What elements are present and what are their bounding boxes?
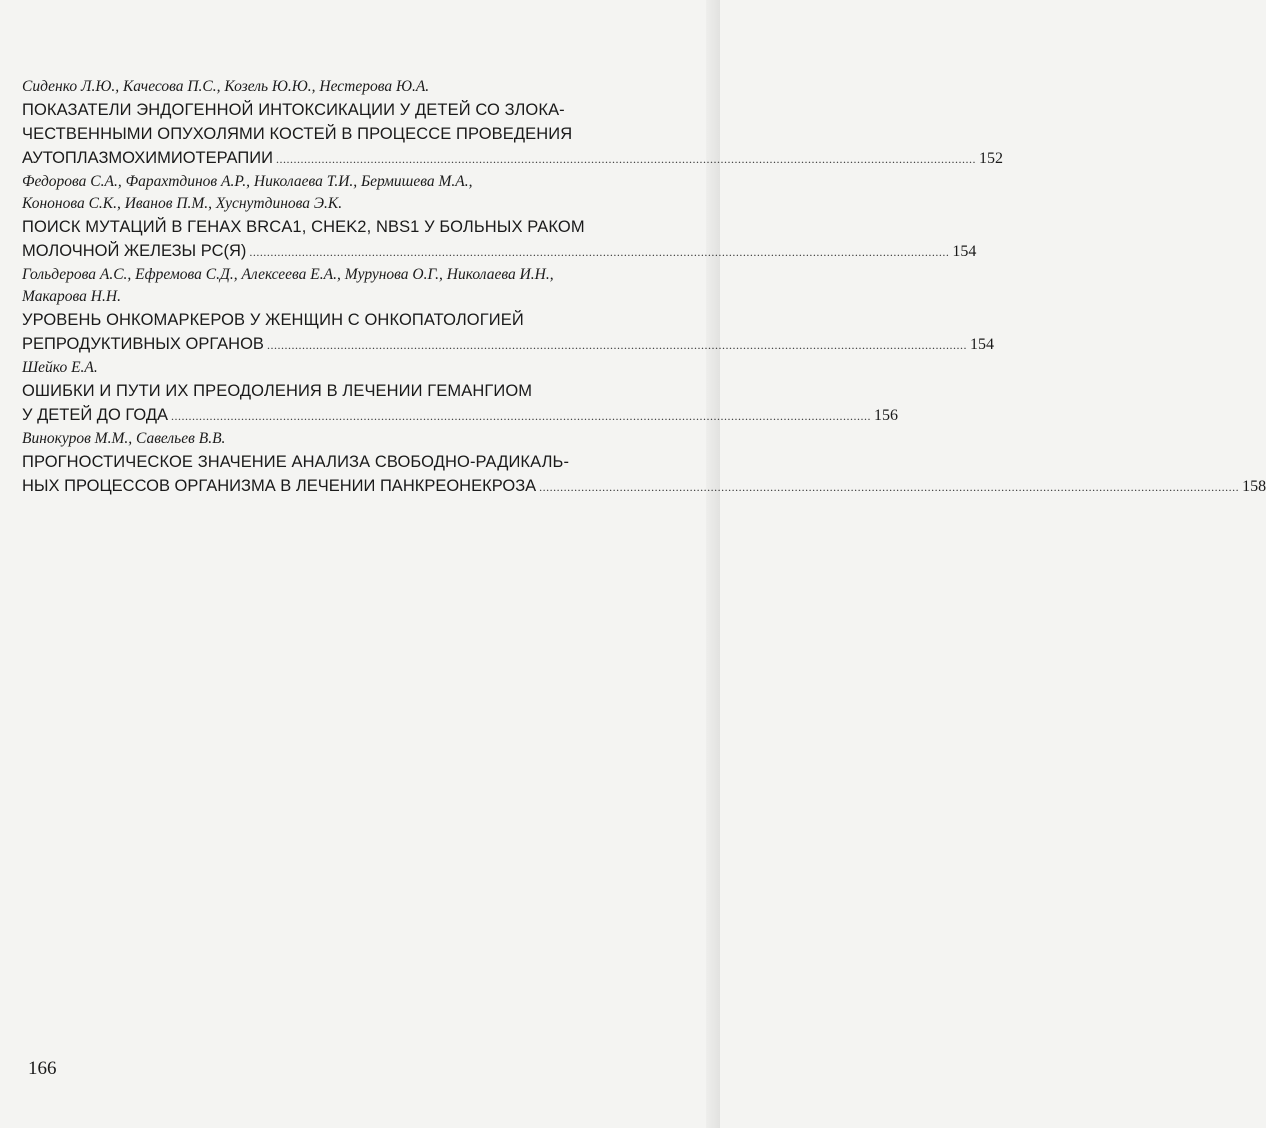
dot-leader: ........................................................................................................................................................................................................ — [539, 480, 1240, 494]
entry-authors: Шейко Е.А. — [22, 359, 98, 376]
entry-title-line: ЧЕСТВЕННЫМИ ОПУХОЛЯМИ КОСТЕЙ В ПРОЦЕССЕ ПРОВЕДЕНИЯ — [22, 125, 573, 143]
entry-title-last-line — [22, 403, 899, 428]
entry-title-last-line — [22, 474, 1266, 499]
entry-title-line: ОШИБКИ И ПУТИ ИХ ПРЕОДОЛЕНИЯ В ЛЕЧЕНИИ ГЕМАНГИОМ — [22, 382, 533, 400]
entry-authors: Кононова С.К., Иванов П.М., Хуснутдинова Э.К. — [22, 195, 343, 212]
toc-entry-1 — [22, 76, 1003, 171]
entry-title-last-line — [22, 332, 994, 357]
page-number: 166 — [28, 1058, 57, 1079]
entry-page-number: 156 — [874, 407, 899, 424]
toc-entry-4 — [22, 357, 899, 428]
entry-title-line: ПОКАЗАТЕЛИ ЭНДОГЕННОЙ ИНТОКСИКАЦИИ У ДЕТЕЙ СО ЗЛОКА- — [22, 101, 565, 119]
dot-leader: ........................................................................................................................................................................................................ — [171, 409, 872, 423]
entry-page-number: 154 — [969, 336, 994, 353]
entry-authors: Гольдерова А.С., Ефремова С.Д., Алексеева Е.А., Мурунова О.Г., Николаева И.Н., — [22, 266, 554, 283]
entry-title-line: ПОИСК МУТАЦИЙ В ГЕНАХ BRCA1, CHEK2, NBS1 У БОЛЬНЫХ РАКОМ — [22, 218, 585, 236]
dot-leader: ........................................................................................................................................................................................................ — [249, 245, 950, 259]
entry-title-text: АУТОПЛАЗМОХИМИОТЕРАПИИ — [22, 149, 273, 167]
entry-title-text: МОЛОЧНОЙ ЖЕЛЕЗЫ РС(Я) — [22, 242, 247, 260]
entry-page-number: 152 — [978, 150, 1003, 167]
entry-title-line: ПРОГНОСТИЧЕСКОЕ ЗНАЧЕНИЕ АНАЛИЗА СВОБОДНО-РАДИКАЛЬ- — [22, 453, 570, 471]
entry-title-line: УРОВЕНЬ ОНКОМАРКЕРОВ У ЖЕНЩИН С ОНКОПАТОЛОГИЕЙ — [22, 311, 524, 329]
toc-entry-2 — [22, 171, 977, 264]
entry-title-last-line — [22, 146, 1003, 171]
toc-entry-5 — [22, 428, 1266, 499]
entry-authors: Макарова Н.Н. — [22, 288, 121, 305]
entry-title-text: РЕПРОДУКТИВНЫХ ОРГАНОВ — [22, 335, 264, 353]
table-of-contents — [22, 76, 1266, 499]
dot-leader: ........................................................................................................................................................................................................ — [266, 338, 967, 352]
entry-authors: Федорова С.А., Фарахтдинов А.Р., Николаева Т.И., Бермишева М.А., — [22, 173, 473, 190]
toc-entry-3 — [22, 264, 994, 357]
entry-authors: Винокуров М.М., Савельев В.В. — [22, 430, 226, 447]
entry-title-text: НЫХ ПРОЦЕССОВ ОРГАНИЗМА В ЛЕЧЕНИИ ПАНКРЕОНЕКРОЗА — [22, 477, 537, 495]
entry-title-text: У ДЕТЕЙ ДО ГОДА — [22, 406, 169, 424]
entry-title-last-line — [22, 239, 977, 264]
entry-page-number: 158 — [1242, 478, 1266, 495]
dot-leader: ........................................................................................................................................................................................................ — [275, 152, 976, 166]
entry-page-number: 154 — [952, 243, 977, 260]
entry-authors: Сиденко Л.Ю., Качесова П.С., Козель Ю.Ю., Нестерова Ю.А. — [22, 78, 430, 95]
